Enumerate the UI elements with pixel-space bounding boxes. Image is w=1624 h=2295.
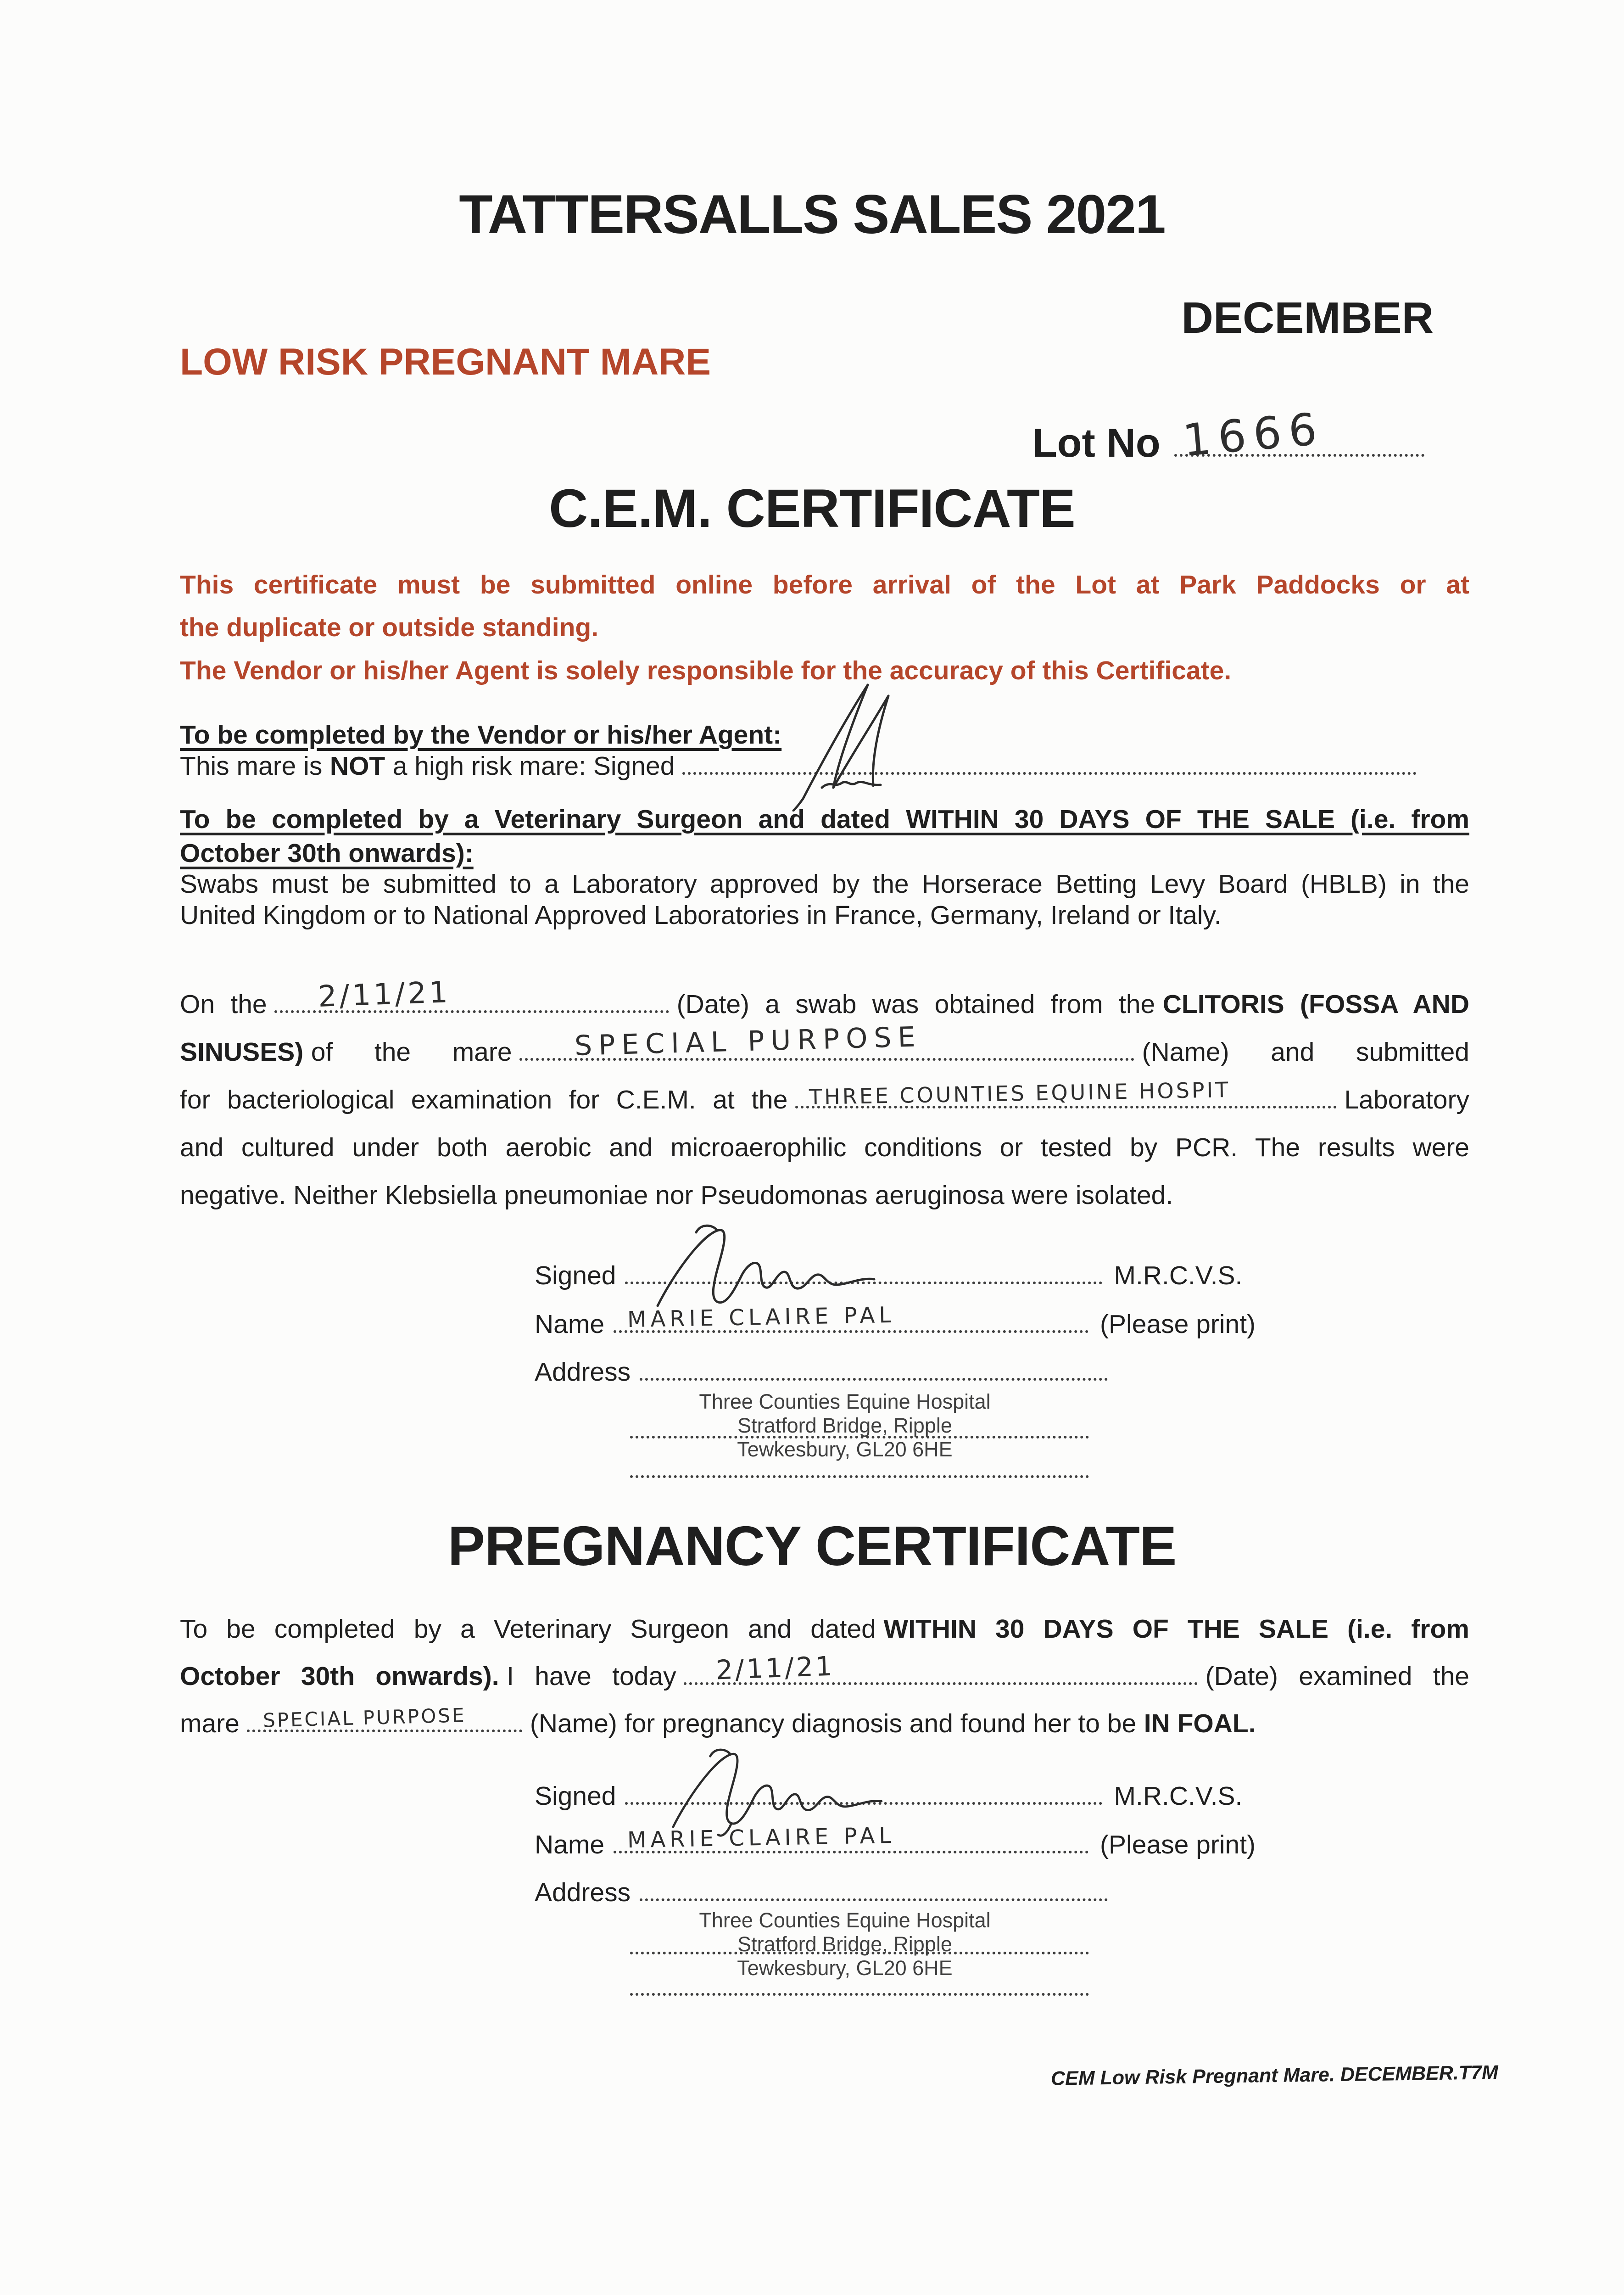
pregnancy-address-dotline-1 — [630, 1952, 1089, 1954]
cem-notice-online-line1: This certificate must be submitted online before arrival of the Lot at Park Paddocks or at — [180, 570, 1469, 599]
cem-notice-online — [180, 564, 1469, 649]
category-heading: LOW RISK PREGNANT MARE — [180, 341, 711, 383]
statement-sinuses-bold: SINUSES) — [180, 1037, 304, 1067]
swab-statement-line3 — [180, 1076, 1469, 1124]
cem-signed-label: Signed — [535, 1261, 616, 1291]
footer-form-reference: CEM Low Risk Pregnant Mare. DECEMBER.T7M — [1050, 2061, 1499, 2090]
swab-statement — [180, 975, 1469, 1219]
cem-stamp-town: Tewkesbury, GL20 6HE — [737, 1438, 953, 1461]
cem-vet-name-field — [614, 1302, 1088, 1333]
statement-clitoris-bold: CLITORIS (FOSSA AND — [1162, 990, 1469, 1019]
pregnancy-statement — [180, 1606, 1469, 1747]
cem-notice-responsibility: The Vendor or his/her Agent is solely responsible for the accuracy of this Certificate. — [180, 656, 1232, 685]
swab-date-field — [274, 975, 669, 1014]
pregnancy-address-dotline-2 — [630, 1993, 1089, 1996]
pregnancy-stamp-hospital: Three Counties Equine Hospital — [699, 1909, 991, 1932]
pregnancy-l1-pre: To be completed by a Veterinary Surgeon and dated — [180, 1614, 876, 1644]
statement-name-post: (Name) and submitted — [1142, 1037, 1469, 1067]
vet-section-heading-line2: October 30th onwards): — [180, 839, 474, 868]
pregnancy-name-row — [535, 1823, 1256, 1860]
pregnancy-l1-bold: WITHIN 30 DAYS OF THE SALE (i.e. from — [883, 1614, 1469, 1644]
pregnancy-address-stamp — [535, 1909, 1155, 1980]
pregnancy-vet-name-field — [614, 1823, 1088, 1853]
pregnancy-in-foal-bold: IN FOAL. — [1144, 1709, 1256, 1738]
vendor-section-heading: To be completed by the Vendor or his/her Agent: — [180, 720, 782, 750]
swabs-paragraph-line1: Swabs must be submitted to a Laboratory approved by the Horserace Betting Levy Board (HBLB) in the — [180, 869, 1469, 899]
pregnancy-mare-name-field — [247, 1704, 522, 1732]
swab-statement-line4: and cultured under both aerobic and microaerophilic conditions or tested by PCR. The results were — [180, 1133, 1469, 1162]
pregnancy-address-label: Address — [535, 1878, 631, 1908]
cem-address-dotline-1 — [630, 1436, 1089, 1439]
cem-name-row — [535, 1302, 1256, 1339]
vendor-signature — [778, 678, 936, 812]
pregnancy-l2-post: (Date) examined the — [1205, 1662, 1469, 1691]
mare-risk-text-pre: This mare is — [180, 751, 323, 781]
pregnancy-stamp-town: Tewkesbury, GL20 6HE — [737, 1956, 953, 1980]
pregnancy-mare-name-handwriting: SPECIAL PURPOSE — [262, 1704, 467, 1732]
mare-name-handwriting: SPECIAL PURPOSE — [574, 1021, 922, 1062]
cem-address-label: Address — [535, 1357, 631, 1387]
cem-vet-name-handwriting: MARIE CLAIRE PAL — [627, 1302, 896, 1333]
cem-signed-row — [535, 1259, 1242, 1291]
cem-notice-online-line2: the duplicate or outside standing. — [180, 613, 599, 642]
sale-month: DECEMBER — [1181, 293, 1434, 342]
pregnancy-l2-bold: October 30th onwards). — [180, 1662, 499, 1691]
mare-name-field — [519, 1021, 1134, 1062]
lot-number-label: Lot No — [1032, 420, 1161, 466]
pregnancy-l3-pre: mare — [180, 1709, 240, 1738]
statement-lab-pre: for bacteriological examination for C.E.M. at the — [180, 1085, 788, 1114]
statement-date-mid: (Date) a swab was obtained from the — [676, 990, 1155, 1019]
mare-risk-text-post: a high risk mare: Signed — [392, 751, 675, 781]
statement-of-the-mare: of the mare — [311, 1037, 512, 1067]
page-title: TATTERSALLS SALES 2021 — [459, 184, 1165, 245]
pregnancy-name-label: Name — [535, 1830, 605, 1860]
cem-please-print-label: (Please print) — [1100, 1310, 1256, 1339]
lot-number-handwriting: 1666 — [1181, 403, 1326, 467]
exam-date-field — [684, 1650, 1198, 1686]
pregnancy-address-row — [535, 1875, 1116, 1908]
mare-risk-text-not: NOT — [329, 751, 385, 781]
swabs-paragraph — [180, 868, 1469, 931]
vet-section-heading-line1: To be completed by a Veterinary Surgeon and dated WITHIN 30 DAYS OF THE SALE (i.e. from — [180, 805, 1469, 834]
pregnancy-stamp-street: Stratford Bridge, Ripple — [737, 1932, 952, 1956]
swab-date-handwriting: 2/11/21 — [317, 975, 452, 1014]
cem-name-label: Name — [535, 1310, 605, 1339]
swab-statement-line2 — [180, 1021, 1469, 1076]
cem-address-stamp — [535, 1390, 1155, 1461]
pregnancy-please-print-label: (Please print) — [1100, 1830, 1256, 1860]
laboratory-handwriting: THREE COUNTIES EQUINE HOSPIT — [809, 1077, 1231, 1110]
pregnancy-statement-line3 — [180, 1700, 1469, 1747]
cem-address-row — [535, 1355, 1116, 1387]
cem-certificate-title: C.E.M. CERTIFICATE — [549, 478, 1075, 539]
cem-stamp-street: Stratford Bridge, Ripple — [737, 1414, 952, 1437]
statement-on-the: On the — [180, 990, 267, 1019]
pregnancy-certificate-title: PREGNANCY CERTIFICATE — [447, 1515, 1177, 1577]
statement-laboratory: Laboratory — [1344, 1085, 1469, 1114]
pregnancy-address-field — [640, 1875, 1108, 1901]
swab-statement-line1 — [180, 975, 1469, 1028]
pregnancy-l2-mid: I have today — [507, 1662, 676, 1691]
lot-number-row — [1032, 403, 1436, 467]
pregnancy-signed-label: Signed — [535, 1781, 616, 1811]
cem-stamp-hospital: Three Counties Equine Hospital — [699, 1390, 991, 1413]
swab-statement-line5: negative. Neither Klebsiella pneumoniae nor Pseudomonas aeruginosa were isolated. — [180, 1181, 1173, 1210]
pregnancy-vet-name-handwriting: MARIE CLAIRE PAL — [627, 1823, 896, 1853]
cem-address-field — [640, 1355, 1108, 1381]
cem-mrcvs-label: M.R.C.V.S. — [1114, 1261, 1243, 1291]
pregnancy-statement-line1 — [180, 1606, 1469, 1653]
laboratory-field — [795, 1077, 1337, 1110]
exam-date-handwriting: 2/11/21 — [715, 1650, 835, 1686]
pregnancy-l3-mid: (Name) for pregnancy diagnosis and found her to be — [530, 1709, 1137, 1738]
pregnancy-statement-line2 — [180, 1650, 1469, 1700]
pregnancy-mrcvs-label: M.R.C.V.S. — [1114, 1781, 1243, 1811]
lot-number-field — [1174, 403, 1424, 467]
vet-section-heading — [180, 802, 1469, 870]
swabs-paragraph-line2: United Kingdom or to National Approved Laboratories in France, Germany, Ireland or Italy. — [180, 901, 1222, 930]
cem-address-dotline-2 — [630, 1475, 1089, 1478]
